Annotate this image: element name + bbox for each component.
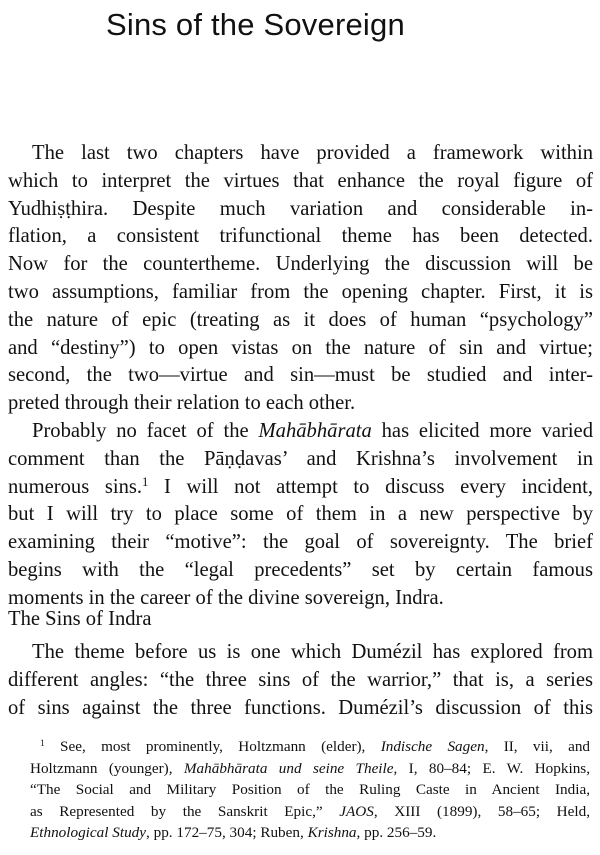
text-line: flation, a consistent trifunctional theme has been detected.: [8, 225, 593, 248]
text-fragment: , pp. 256–59.: [356, 824, 437, 842]
footnote-line: [30, 758, 590, 780]
book-title-italic: Ethnological Study: [30, 824, 146, 842]
text-line: examining their “motive”: the goal of sovereignty. The brief: [8, 531, 593, 554]
text-fragment: , II, vii, and: [484, 738, 590, 755]
text-line: comment than the Pāṇḍavas’ and Krishna’s involvement in: [8, 447, 593, 470]
text-line: two assumptions, familiar from the opening chapter. First, it is: [8, 280, 593, 303]
footnote-line: [30, 822, 590, 844]
footnote: [30, 736, 590, 844]
text-line: of sins against the three functions. Dumézil’s discussion of this: [8, 696, 593, 719]
text-line: begins with the “legal precedents” set by certain famous: [8, 558, 593, 581]
text-line: and “destiny”) to open vistas on the nature of sin and virtue;: [8, 336, 593, 359]
book-title-italic: Krishna: [307, 824, 357, 842]
footnote-number: 1: [40, 738, 45, 749]
text-fragment: Probably no facet of the: [32, 419, 259, 442]
footnote-line: [30, 736, 590, 758]
text-line: but I will try to place some of them in a new perspective by: [8, 503, 593, 526]
text-line: [8, 418, 593, 446]
text-fragment: , pp. 172–75, 304; Ruben,: [146, 824, 308, 842]
paragraph-1: [8, 140, 593, 613]
text-line: preted through their relation to each other.: [8, 392, 356, 415]
text-fragment: See, most prominently, Holtzmann (elder),: [44, 738, 381, 755]
footnote-marker: 1: [142, 474, 149, 489]
text-line: the nature of epic (treating as it does of human “psychology”: [8, 308, 593, 331]
text-line: Now for the countertheme. Underlying the discussion will be: [8, 253, 593, 276]
text-line: second, the two—virtue and sin—must be studied and inter-: [8, 364, 593, 387]
text-line: which to interpret the virtues that enhance the royal figure of: [8, 169, 593, 192]
text-fragment: , I, 80–84; E. W. Hopkins,: [393, 759, 590, 777]
text-fragment: , XIII (1899), 58–65; Held,: [373, 802, 590, 820]
text-fragment: I will not attempt to discuss every incident,: [148, 475, 593, 498]
journal-title-italic: JAOS: [339, 802, 374, 820]
text-line: The theme before us is one which Dumézil has explored from: [32, 641, 593, 663]
text-line: different angles: “the three sins of the warrior,” that is, a series: [8, 668, 593, 691]
paragraph-3: [8, 639, 593, 722]
text-fragment: as Represented by the Sanskrit Epic,”: [30, 802, 340, 820]
book-title-italic: Indische Sagen: [380, 738, 485, 755]
section-heading: The Sins of Indra: [8, 608, 152, 630]
footnote-line: [30, 801, 590, 823]
text-line: moments in the career of the divine sovereign, Indra.: [8, 586, 444, 609]
footnote-line: “The Social and Military Position of the Ruling Caste in Ancient India,: [30, 781, 590, 799]
book-title-italic: Mahābhārata und seine Theile: [183, 759, 394, 777]
text-line: [8, 474, 593, 502]
text-line: The last two chapters have provided a framework within: [32, 142, 593, 164]
text-fragment: numerous sins.: [8, 475, 143, 498]
book-title-italic: Mahābhārata: [258, 419, 372, 442]
chapter-title: Sins of the Sovereign: [106, 7, 405, 42]
text-fragment: has elicited more varied: [371, 419, 593, 442]
text-fragment: Holtzmann (younger),: [30, 759, 184, 777]
text-line: Yudhiṣṭhira. Despite much variation and considerable in-: [8, 197, 593, 220]
